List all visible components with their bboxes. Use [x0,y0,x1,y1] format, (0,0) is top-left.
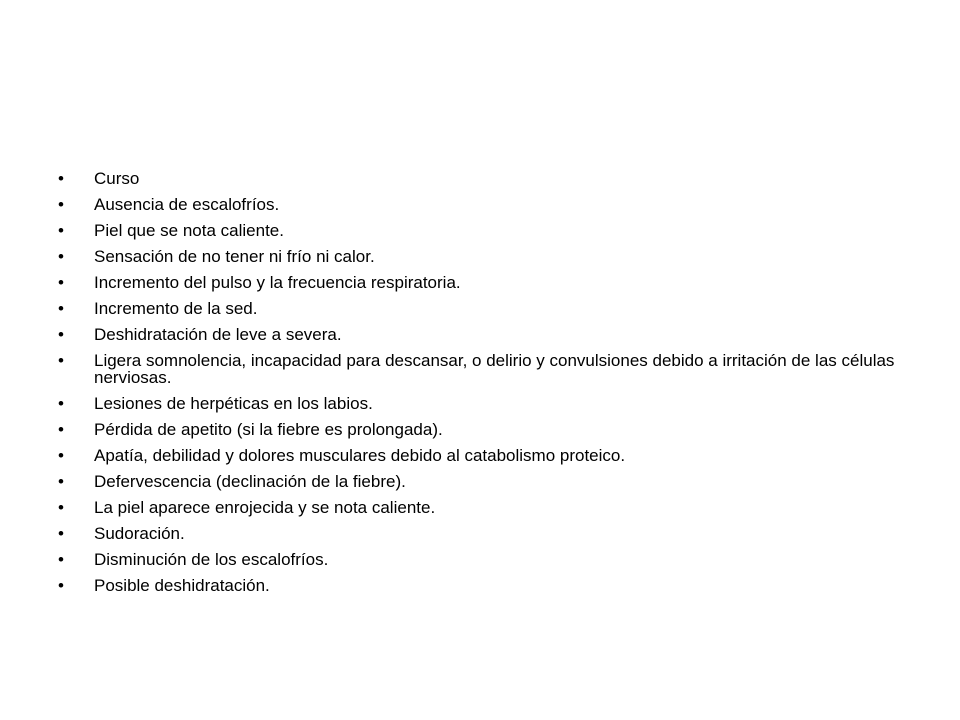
list-item-text: Defervescencia (declinación de la fiebre). [94,472,406,491]
list-item [58,421,898,438]
list-item [58,577,898,594]
bullet-icon: • [58,221,64,240]
list-item [58,170,898,187]
bullet-icon: • [58,446,64,465]
list-item [58,447,898,464]
list-item [58,222,898,239]
list-item [58,395,898,412]
bullet-icon: • [58,472,64,491]
list-item-text: Piel que se nota caliente. [94,221,284,240]
list-item-text: Disminución de los escalofríos. [94,550,329,569]
list-item [58,499,898,516]
list-item [58,274,898,291]
list-item-text: Deshidratación de leve a severa. [94,325,342,344]
bullet-icon: • [58,524,64,543]
list-item-text: Posible deshidratación. [94,576,270,595]
list-item [58,248,898,265]
bullet-icon: • [58,169,64,188]
list-item [58,551,898,568]
bullet-icon: • [58,247,64,266]
bullet-icon: • [58,273,64,292]
list-item-text: Sudoración. [94,524,185,543]
bullet-icon: • [58,325,64,344]
list-item-text: Pérdida de apetito (si la fiebre es prolongada). [94,420,443,439]
list-item-text: Ligera somnolencia, incapacidad para descansar, o delirio y convulsiones debido a irritación de las células nerviosas. [94,351,895,387]
list-item-text: Sensación de no tener ni frío ni calor. [94,247,375,266]
list-item [58,352,898,386]
bullet-icon: • [58,299,64,318]
list-item-text: Ausencia de escalofríos. [94,195,280,214]
list-item [58,300,898,317]
list-item [58,525,898,542]
list-item-text: La piel aparece enrojecida y se nota caliente. [94,498,436,517]
bullet-icon: • [58,576,64,595]
bullet-icon: • [58,351,64,370]
bullet-icon: • [58,550,64,569]
list-item [58,326,898,343]
bullet-list [58,170,898,603]
bullet-icon: • [58,394,64,413]
list-item [58,473,898,490]
list-item-text: Curso [94,169,140,188]
list-item-text: Incremento del pulso y la frecuencia respiratoria. [94,273,461,292]
list-item [58,196,898,213]
bullet-icon: • [58,195,64,214]
list-item-text: Incremento de la sed. [94,299,258,318]
list-item-text: Apatía, debilidad y dolores musculares debido al catabolismo proteico. [94,446,626,465]
list-item-text: Lesiones de herpéticas en los labios. [94,394,373,413]
bullet-icon: • [58,498,64,517]
bullet-icon: • [58,420,64,439]
